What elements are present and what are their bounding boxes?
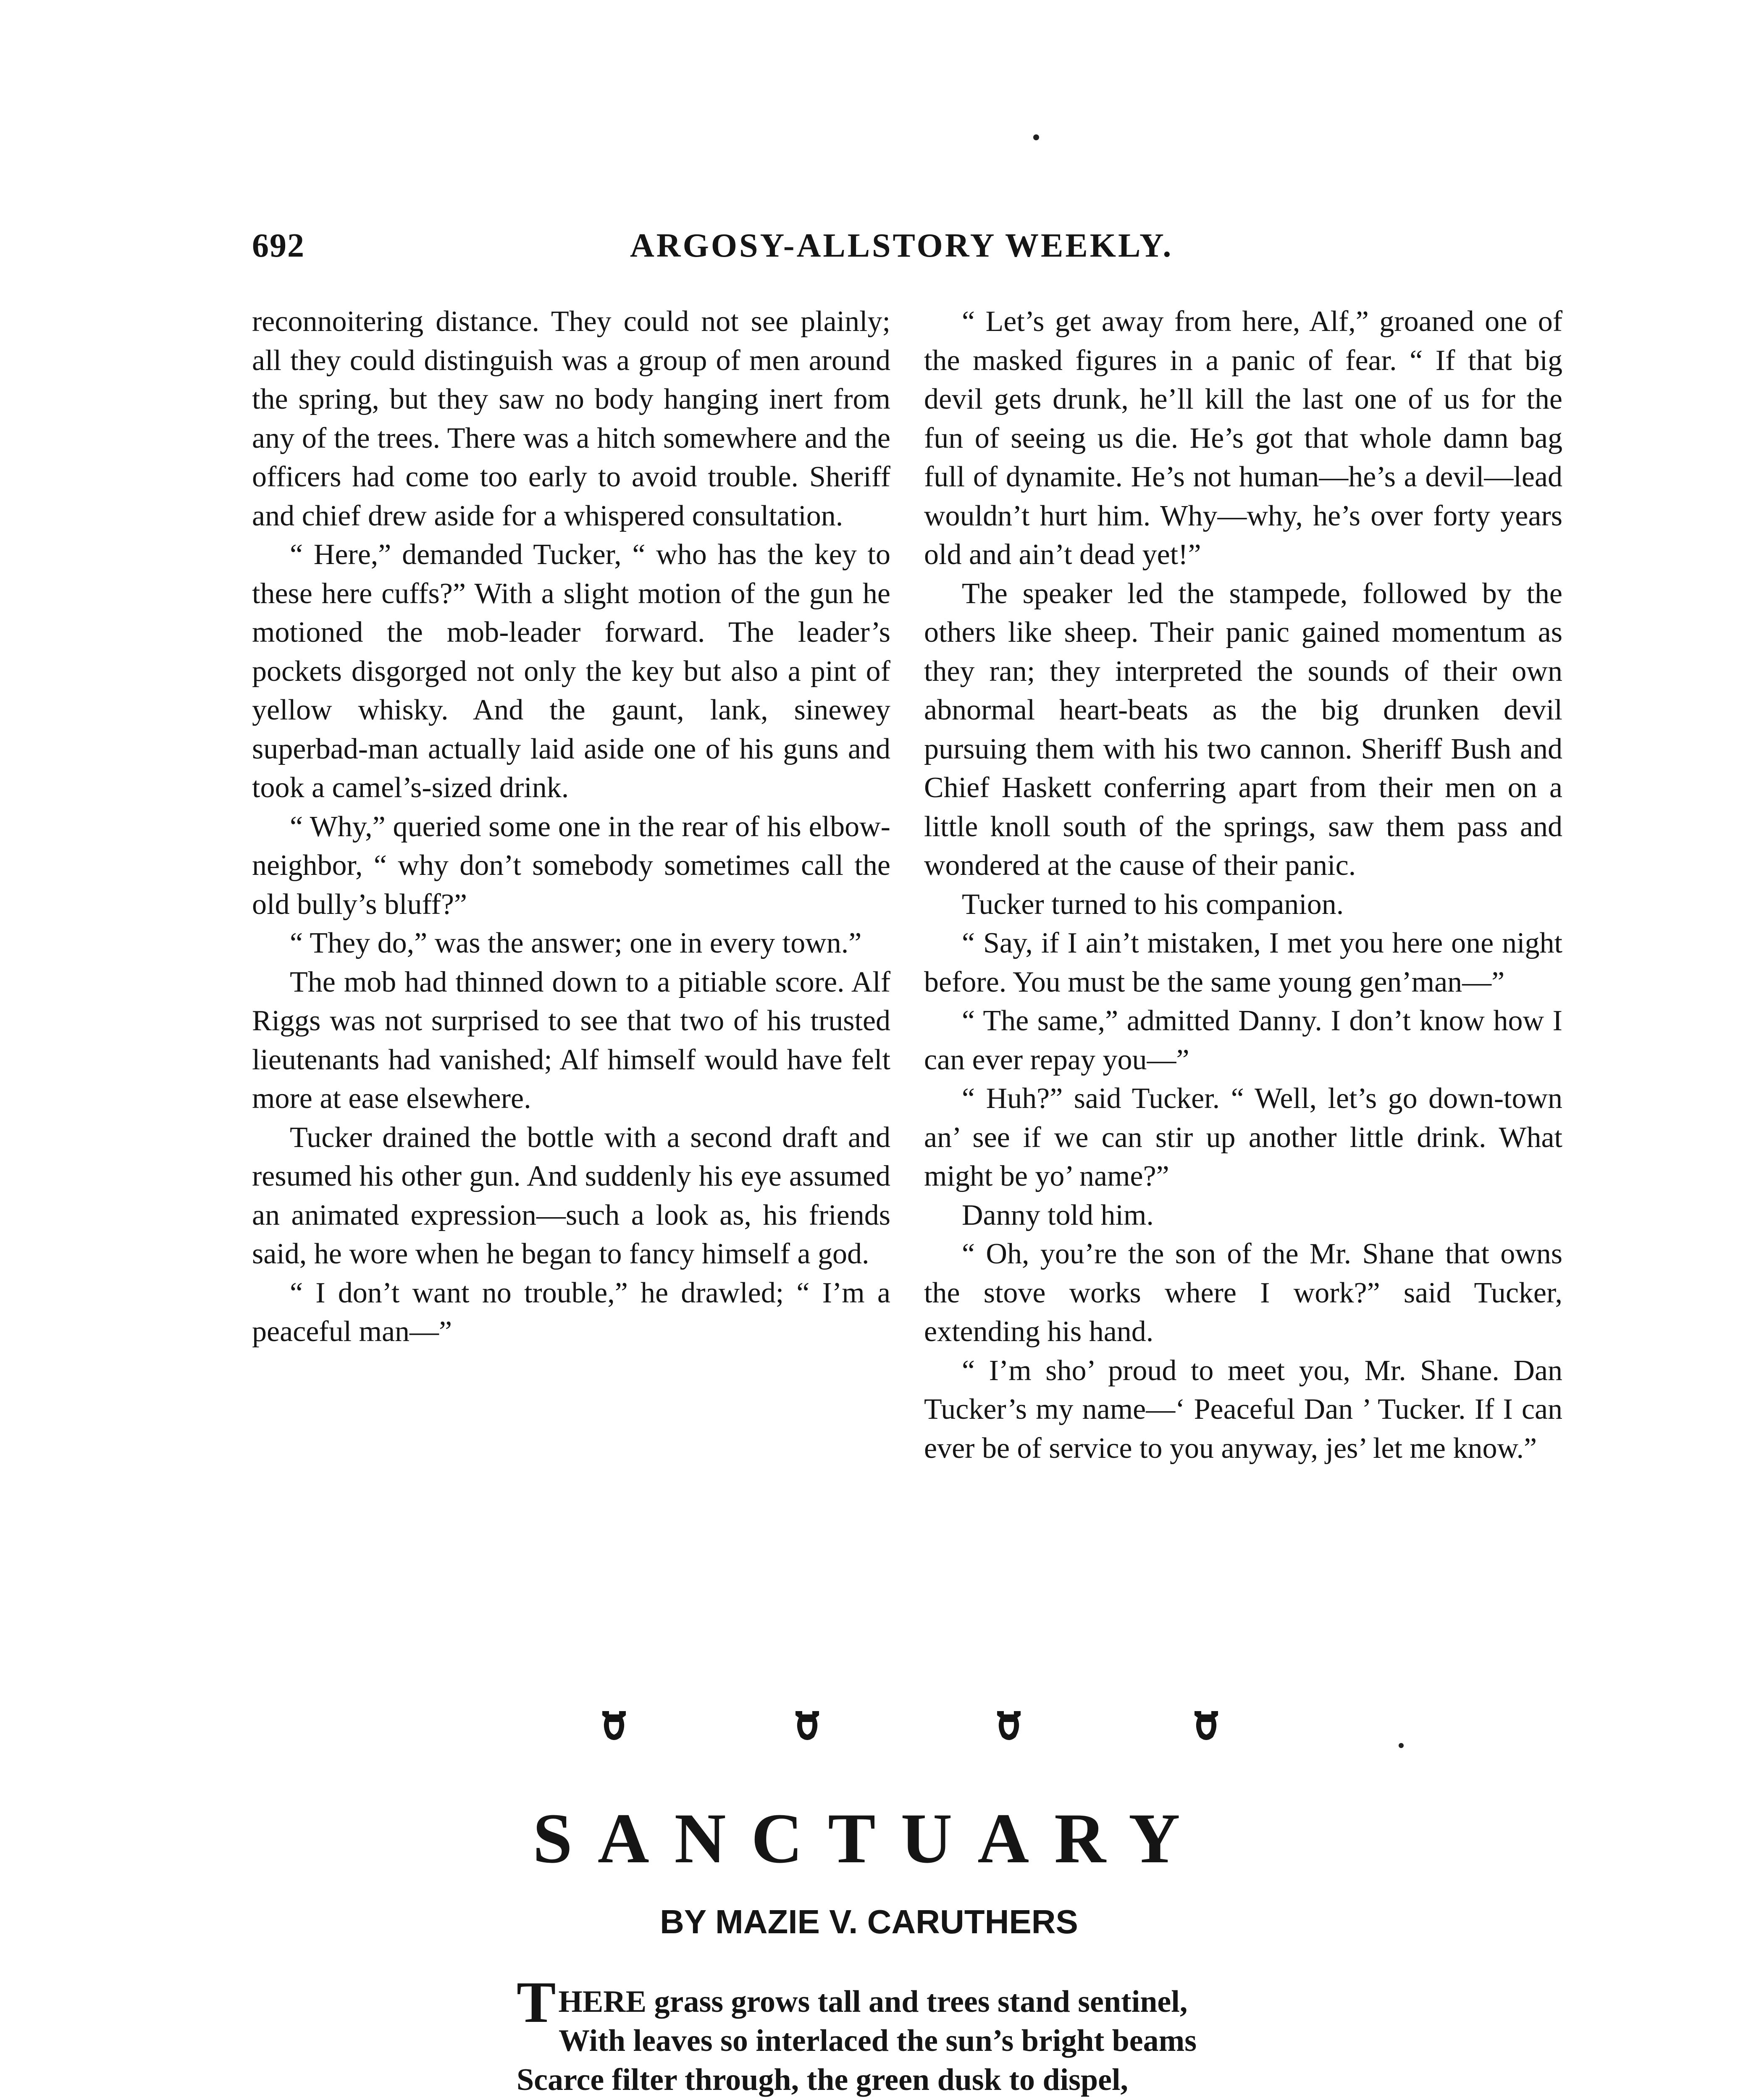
poem-author: BY MAZIE V. CARUTHERS [660, 1903, 1078, 1940]
ornament-icon [601, 1709, 627, 1743]
poem-stanza [517, 1970, 1197, 2100]
poem-line [517, 1970, 1197, 2035]
paragraph: “ The same,” admitted Danny. I don’t know how I can ever repay you—” [924, 1005, 1562, 1076]
scan-speck [1033, 134, 1039, 140]
scan-speck [1399, 1743, 1404, 1748]
ornament-icon [995, 1709, 1022, 1743]
paragraph: “ They do,” was the answer; one in every town.” [290, 927, 862, 959]
paragraph: “ I’m sho’ proud to meet you, Mr. Shane. Dan Tucker’s my name—‘ Peaceful Dan ’ Tucker. If I can ever be of service to you anyway, jes’ let me know.” [924, 1354, 1562, 1465]
right-column [924, 302, 1562, 1468]
page-number: 692 [252, 227, 305, 264]
paragraph: “ I don’t want no trouble,” he drawled; “ I’m a peaceful man—” [252, 1276, 890, 1348]
ornament-icon [794, 1709, 821, 1743]
poem-line: Scarce filter through, the green dusk to dispel, [517, 2063, 1129, 2097]
paragraph: The speaker led the stampede, followed by the others like sheep. Their panic gained momentum as they ran; they interpreted the sounds of their own abnormal heart-beats as the big drunken devil pursuing them with his two cannon. Sheriff Bush and Chief Haskett conferring apart from their men on a little knoll south of the springs, saw them pass and wondered at the cause of their panic. [924, 577, 1562, 882]
paragraph: “ Why,” queried some one in the rear of his elbow-neighbor, “ why don’t somebody sometimes call the old bully’s bluff?” [252, 810, 890, 921]
paragraph: The mob had thinned down to a pitiable score. Alf Riggs was not surprised to see that two of his trusted lieutenants had vanished; Alf himself would have felt more at ease elsewhere. [252, 966, 890, 1115]
drop-cap: T [517, 1970, 556, 2035]
paragraph: Tucker turned to his companion. [962, 888, 1344, 921]
running-head: ARGOSY-ALLSTORY WEEKLY. [630, 227, 1174, 264]
paragraph: “ Here,” demanded Tucker, “ who has the key to these here cuffs?” With a slight motion of the gun he motioned the mob-leader forward. The leader’s pockets disgorged not only the key but also a pint of yellow whisky. And the gaunt, lank, sinewey superbad-man actually laid aside one of his guns and took a camel’s-sized drink. [252, 538, 890, 804]
paragraph: reconnoitering distance. They could not see plainly; all they could distinguish was a group of men around the spring, but they saw no body hanging inert from any of the trees. There was a hitch somewhere and the officers had come too early to avoid trouble. Sheriff and chief drew aside for a whispered consultation. [252, 305, 890, 532]
poem-line-text: HERE grass grows tall and trees stand sentinel, [558, 1984, 1188, 2019]
paragraph: Tucker drained the bottle with a second draft and resumed his other gun. And suddenly his eye assumed an animated expression—such a look as, his friends said, he wore when he began to fancy himself a god. [252, 1121, 890, 1270]
paragraph: “ Huh?” said Tucker. “ Well, let’s go down-town an’ see if we can stir up another little drink. What might be yo’ name?” [924, 1082, 1562, 1192]
section-divider [0, 1709, 1738, 1751]
paragraph: “ Say, if I ain’t mistaken, I met you here one night before. You must be the same young gen’man—” [924, 927, 1562, 998]
poem-line: With leaves so interlaced the sun’s bright beams [559, 2024, 1197, 2058]
left-column [252, 302, 890, 1352]
ornament-icon [1193, 1709, 1220, 1743]
paragraph: “ Oh, you’re the son of the Mr. Shane that owns the stove works where I work?” said Tucker, extending his hand. [924, 1238, 1562, 1348]
paragraph: “ Let’s get away from here, Alf,” groaned one of the masked figures in a panic of fear. “ If that big devil gets drunk, he’ll kill the last one of us for the fun of seeing us die. He’s got that whole damn bag full of dynamite. He’s not human—he’s a devil—lead wouldn’t hurt him. Why—why, he’s over forty years old and ain’t dead yet!” [924, 305, 1562, 571]
paragraph: Danny told him. [962, 1199, 1154, 1231]
poem-title: SANCTUARY [533, 1799, 1205, 1878]
